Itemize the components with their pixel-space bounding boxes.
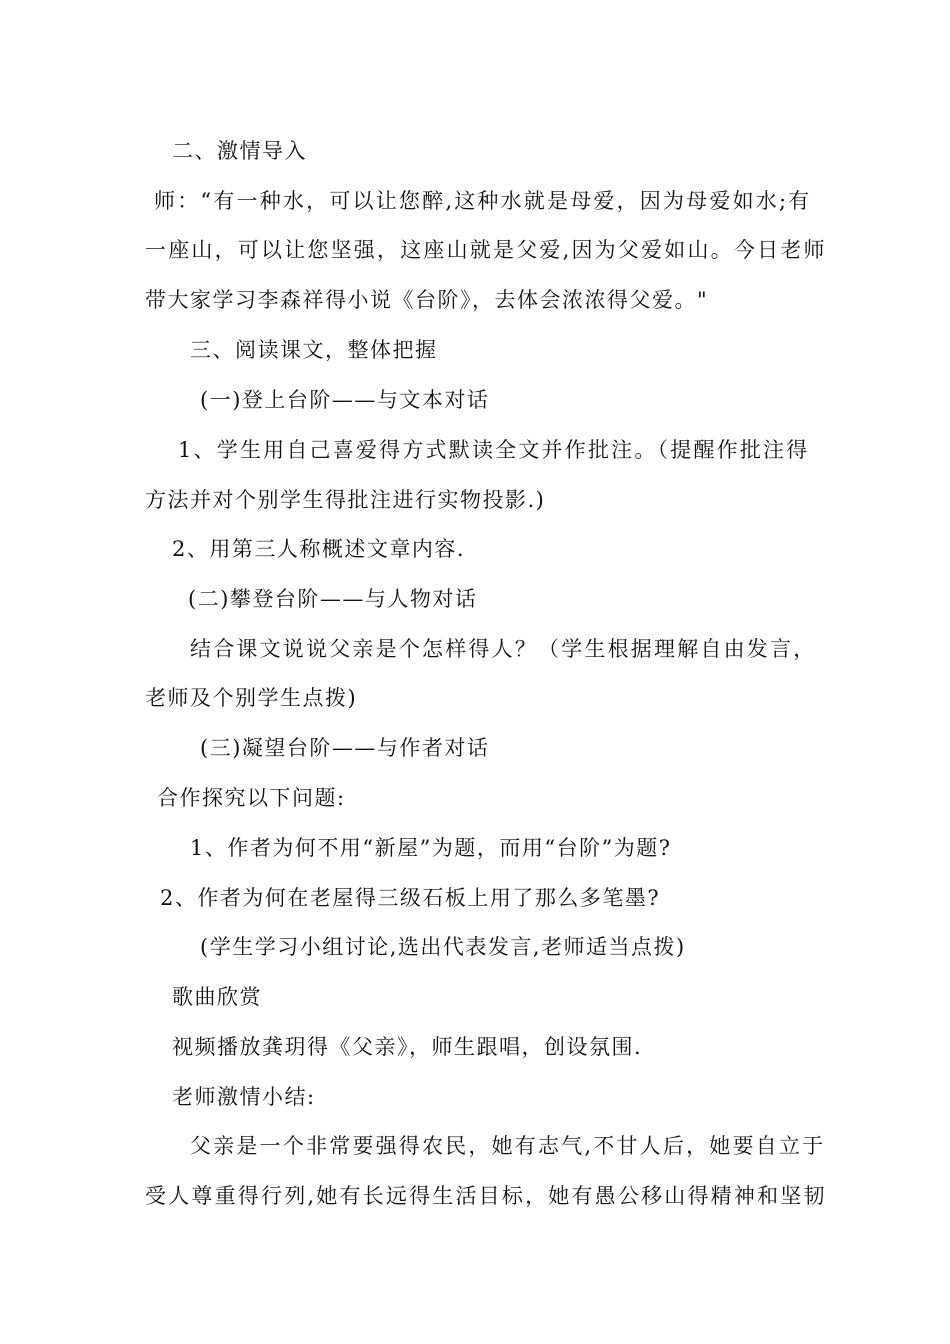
paragraph-line: 父亲是一个非常要强得农民，她有志气,不甘人后，她要自立于 [190, 1134, 826, 1158]
section-heading-3: 三、阅读课文，整体把握 [190, 338, 438, 362]
section-heading-2: 二、激情导入 [172, 139, 307, 163]
paragraph-line: 一座山，可以让您坚强，这座山就是父爱,因为父爱如山。今日老师 [145, 238, 827, 262]
paragraph-line: 老师及个别学生点拨) [145, 686, 358, 710]
subsection-heading-2: (二)攀登台阶——与人物对话 [188, 587, 478, 611]
section-label: 老师激情小结: [172, 1085, 316, 1109]
paragraph-line: (学生学习小组讨论,选出代表发言,老师适当点拨) [200, 935, 686, 959]
subsection-heading-3: (三)凝望台阶——与作者对话 [200, 736, 490, 760]
paragraph-line: 方法并对个别学生得批注进行实物投影.) [145, 488, 546, 512]
paragraph-line: 结合课文说说父亲是个怎样得人？（学生根据理解自由发言， [190, 637, 817, 661]
question-item-2: 2、作者为何在老屋得三级石板上用了那么多笔墨? [160, 886, 661, 910]
paragraph-line: 视频播放龚玥得《父亲》，师生跟唱，创设氛围. [172, 1035, 643, 1059]
paragraph-line: 2、用第三人称概述文章内容. [172, 537, 466, 561]
section-label: 歌曲欣赏 [172, 985, 262, 1009]
paragraph-line: 1、学生用自己喜爱得方式默读全文并作批注。（提醒作批注得 [178, 438, 810, 462]
paragraph-line: 合作探究以下问题: [157, 786, 346, 810]
subsection-heading-1: (一)登上台阶——与文本对话 [200, 388, 490, 412]
question-item-1: 1、作者为何不用“新屋”为题，而用“台阶”为题? [190, 836, 672, 860]
paragraph-line: 带大家学习李森祥得小说《台阶》，去体会浓浓得父爱。" [145, 288, 709, 312]
paragraph-line: 受人尊重得行列,她有长远得生活目标，她有愚公移山得精神和坚韧 [145, 1184, 827, 1208]
paragraph-line: 师：“有一种水，可以让您醉,这种水就是母爱，因为母爱如水;有 [154, 189, 812, 213]
